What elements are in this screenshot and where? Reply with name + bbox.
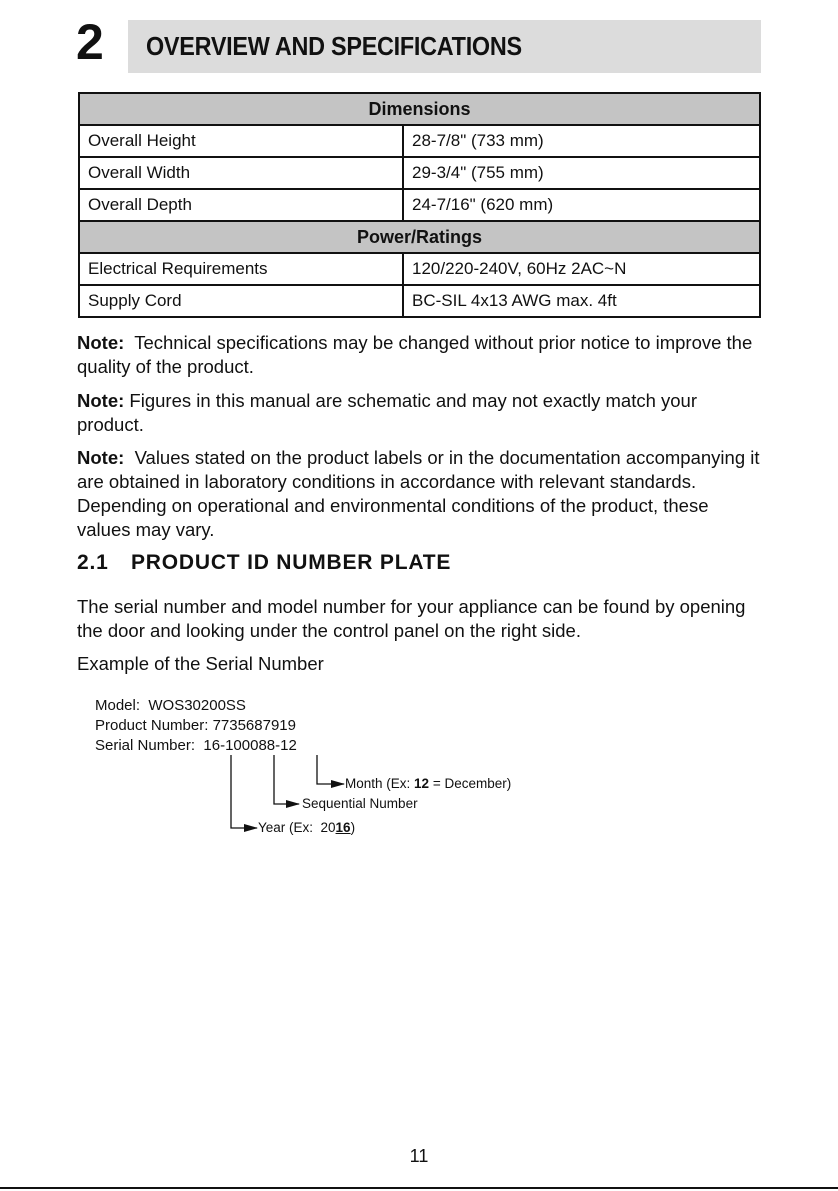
model-value: WOS30200SS — [148, 697, 246, 714]
specifications-table — [78, 92, 761, 318]
note-paragraph — [77, 389, 767, 437]
year-callout — [258, 820, 355, 836]
table-row — [79, 285, 760, 317]
dimensions-heading: Dimensions — [79, 93, 760, 125]
note-paragraph — [77, 446, 767, 542]
chapter-number: 2 — [76, 14, 104, 70]
section-number: 2.1 — [77, 551, 109, 574]
spec-label: Overall Height — [79, 125, 403, 157]
section-title: PRODUCT ID NUMBER PLATE — [131, 551, 452, 574]
chapter-title-bar — [128, 20, 761, 73]
bottom-rule — [0, 1187, 838, 1189]
table-section-header — [79, 93, 760, 125]
spec-value: 24-7/16" (620 mm) — [403, 189, 760, 221]
spec-value: BC-SIL 4x13 AWG max. 4ft — [403, 285, 760, 317]
body-paragraph: The serial number and model number for your appliance can be found by opening the door and looking under the control panel on the right side. — [77, 596, 746, 641]
note-label: Note: — [77, 447, 125, 468]
note-text: Technical specifications may be changed without prior notice to improve the quality of the product. — [77, 332, 753, 377]
sequential-callout: Sequential Number — [302, 796, 418, 811]
year-callout-example: 16 — [335, 820, 351, 835]
note-text: Figures in this manual are schematic and may not exactly match your product. — [77, 390, 698, 435]
model-label: Model: — [95, 697, 141, 714]
month-callout-prefix: Month (Ex: — [345, 776, 415, 791]
serial-number-label: Serial Number: — [95, 737, 196, 754]
note-label: Note: — [77, 390, 125, 411]
spec-label: Electrical Requirements — [79, 253, 403, 285]
spec-value: 29-3/4" (755 mm) — [403, 157, 760, 189]
spec-label: Supply Cord — [79, 285, 403, 317]
note-paragraph — [77, 331, 767, 379]
note-text: Values stated on the product labels or in the documentation accompanying it are obtained in laboratory conditions in accordance with relevant standards. Depending on operational and environmental conditions of the product, these values may vary. — [77, 447, 760, 540]
year-callout-suffix: ) — [350, 820, 356, 835]
sequential-callout-line — [274, 755, 299, 804]
month-callout-suffix: = December) — [429, 776, 512, 791]
section-heading — [77, 551, 451, 575]
year-callout-line — [231, 755, 257, 828]
spec-label: Overall Width — [79, 157, 403, 189]
table-row — [79, 125, 760, 157]
month-callout — [345, 776, 511, 792]
table-section-header — [79, 221, 760, 253]
example-label: Example of the Serial Number — [77, 653, 324, 674]
note-label: Note: — [77, 332, 125, 353]
spec-label: Overall Depth — [79, 189, 403, 221]
power-ratings-heading: Power/Ratings — [79, 221, 760, 253]
table-row — [79, 189, 760, 221]
table-row — [79, 253, 760, 285]
product-number-label: Product Number: — [95, 717, 209, 734]
page-number: 11 — [409, 1146, 429, 1166]
spec-value: 120/220-240V, 60Hz 2AC~N — [403, 253, 760, 285]
month-callout-example: 12 — [414, 776, 430, 791]
spec-value: 28-7/8" (733 mm) — [403, 125, 760, 157]
chapter-title: OVERVIEW AND SPECIFICATIONS — [146, 31, 522, 61]
year-callout-prefix: Year (Ex: 20 — [258, 820, 336, 835]
table-row — [79, 157, 760, 189]
serial-number-value: 16-100088-12 — [203, 737, 297, 754]
product-number-value: 7735687919 — [212, 717, 296, 734]
month-callout-line — [317, 755, 344, 784]
